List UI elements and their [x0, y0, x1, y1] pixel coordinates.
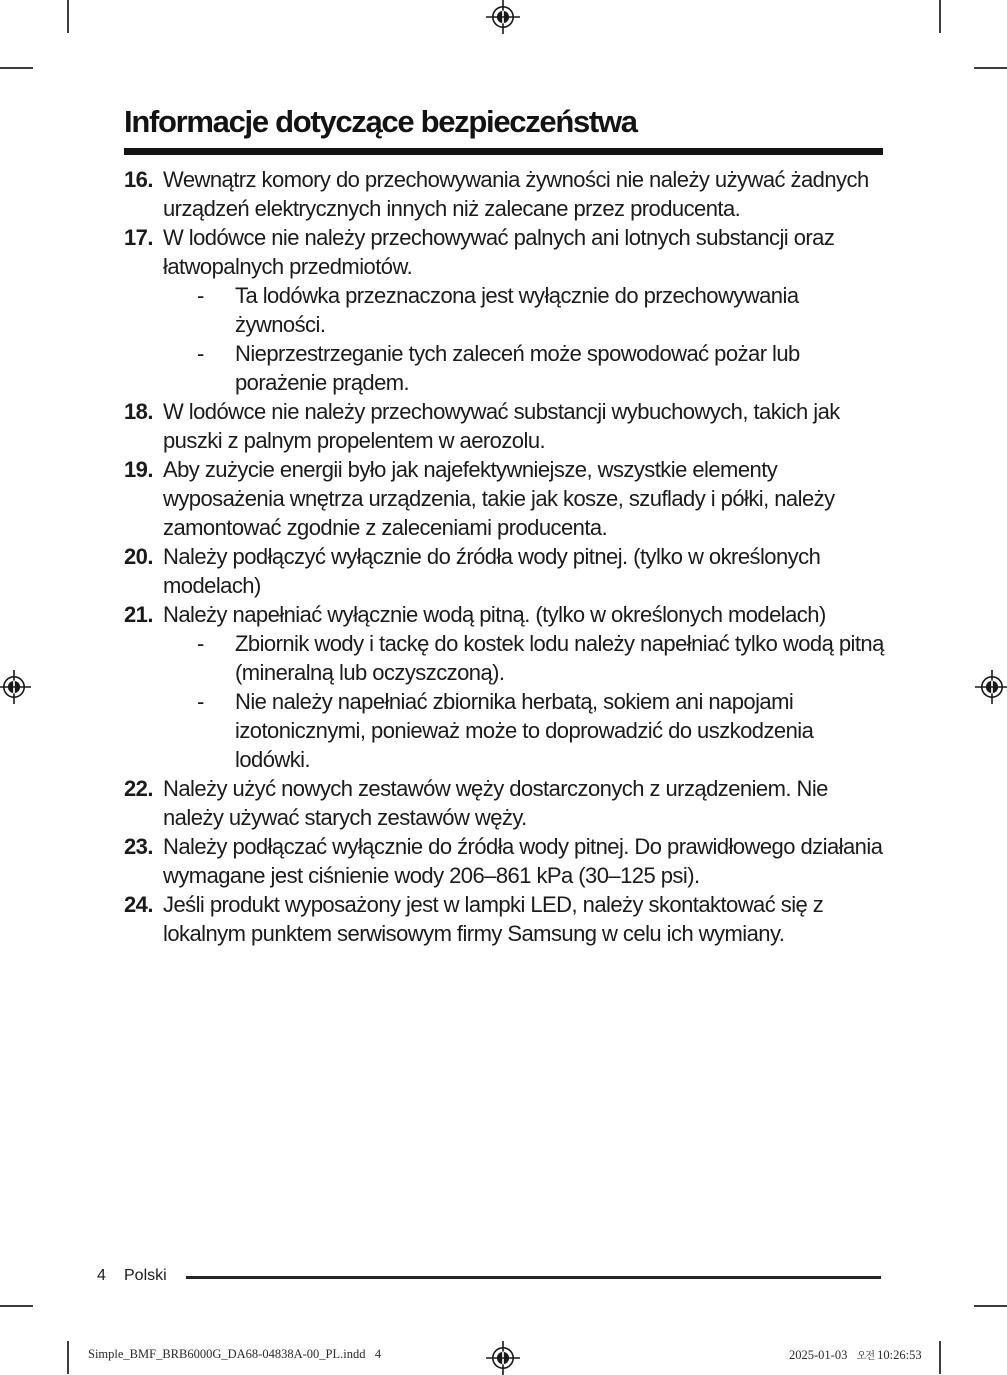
list-item-text: W lodówce nie należy przechowywać palnych ani lotnych substancji oraz łatwopalnych przedmiotów.	[163, 225, 835, 279]
list-item-text: Należy podłączyć wyłącznie do źródła wody pitnej. (tylko w określonych modelach)	[163, 544, 821, 598]
crop-mark-bottom-right-vertical	[939, 1341, 941, 1374]
registration-mark-right-icon	[975, 670, 1007, 704]
page-footer	[97, 1267, 167, 1285]
crop-mark-top-left-horizontal	[0, 67, 33, 69]
indesign-file-name	[88, 1347, 381, 1362]
list-item-text: Należy użyć nowych zestawów węży dostarczonych z urządzeniem. Nie należy używać starych zestawów węży.	[163, 776, 828, 830]
subitem-dash: -	[197, 689, 204, 714]
list-item-number: 18.	[124, 399, 153, 424]
list-item-text: W lodówce nie należy przechowywać substancji wybuchowych, takich jak puszki z palnym propelentem w aerozolu.	[163, 399, 840, 453]
page-number: 4	[97, 1267, 106, 1284]
subitem-dash: -	[197, 631, 204, 656]
subitem-dash: -	[197, 283, 204, 308]
list-item-text: Jeśli produkt wyposażony jest w lampki LED, należy skontaktować się z lokalnym punktem serwisowym firmy Samsung w celu ich wymiany.	[163, 892, 824, 946]
registration-mark-top-icon	[486, 0, 520, 34]
list-item-number: 20.	[124, 544, 153, 569]
list-item-24	[124, 890, 886, 948]
crop-mark-top-left-vertical	[67, 0, 69, 33]
print-meridiem: 오전	[856, 1351, 875, 1362]
list-subitem	[197, 687, 886, 774]
print-timestamp	[789, 1347, 922, 1363]
language-label: Polski	[124, 1267, 167, 1284]
print-time: 10:26:53	[877, 1348, 922, 1362]
list-item-18	[124, 397, 886, 455]
list-item-number: 23.	[124, 834, 153, 859]
list-item-text: Aby zużycie energii było jak najefektywniejsze, wszystkie elementy wyposażenia wnętrza urządzenia, takie jak kosze, szuflady i półki, należy zamontować zgodnie z zaleceniami producenta.	[163, 457, 835, 540]
list-item-number: 16.	[124, 167, 153, 192]
crop-mark-bottom-left-horizontal	[0, 1305, 33, 1307]
list-item-number: 19.	[124, 457, 153, 482]
list-item-number: 21.	[124, 602, 153, 627]
list-subitem	[197, 339, 886, 397]
subitem-text: Zbiornik wody i tackę do kostek lodu należy napełniać tylko wodą pitną (mineralną lub oczyszczoną).	[235, 631, 884, 685]
list-item-text: Należy podłączać wyłącznie do źródła wody pitnej. Do prawidłowego działania wymagane jest ciśnienie wody 206–861 kPa (30–125 psi).	[163, 834, 883, 888]
list-item-16	[124, 165, 886, 223]
page-content	[124, 102, 886, 948]
registration-mark-left-icon	[0, 670, 31, 704]
list-item-body	[163, 600, 886, 774]
list-item-number: 24.	[124, 892, 153, 917]
file-page-ref: 4	[374, 1347, 382, 1361]
file-name-text: Simple_BMF_BRB6000G_DA68-04838A-00_PL.indd	[88, 1347, 366, 1361]
list-item-20	[124, 542, 886, 600]
subitem-text: Nieprzestrzeganie tych zaleceń może spowodować pożar lub porażenie prądem.	[235, 341, 800, 395]
subitem-text: Nie należy napełniać zbiornika herbatą, sokiem ani napojami izotonicznymi, ponieważ może to doprowadzić do uszkodzenia lodówki.	[235, 689, 814, 772]
footer-rule	[186, 1276, 881, 1279]
list-item-22	[124, 774, 886, 832]
crop-mark-top-right-horizontal	[974, 67, 1007, 69]
crop-mark-top-right-vertical	[939, 0, 941, 33]
list-item-19	[124, 455, 886, 542]
list-subitem	[197, 629, 886, 687]
registration-mark-bottom-icon	[486, 1341, 520, 1375]
list-item-text: Wewnątrz komory do przechowywania żywności nie należy używać żadnych urządzeń elektrycznych innych niż zalecane przez producenta.	[163, 167, 869, 221]
subitem-dash: -	[197, 341, 204, 366]
page-title: Informacje dotyczące bezpieczeństwa	[124, 104, 637, 139]
list-item-number: 22.	[124, 776, 153, 801]
crop-mark-bottom-right-horizontal	[974, 1305, 1007, 1307]
list-subitem	[197, 281, 886, 339]
crop-mark-bottom-left-vertical	[67, 1341, 69, 1374]
print-date: 2025-01-03	[789, 1348, 848, 1362]
list-item-body	[163, 223, 886, 397]
list-item-number: 17.	[124, 225, 153, 250]
list-item-23	[124, 832, 886, 890]
safety-instruction-list	[124, 165, 886, 948]
title-rule	[124, 148, 883, 155]
list-item-17	[124, 223, 886, 397]
list-item-text: Należy napełniać wyłącznie wodą pitną. (tylko w określonych modelach)	[163, 602, 826, 627]
subitem-text: Ta lodówka przeznaczona jest wyłącznie do przechowywania żywności.	[235, 283, 799, 337]
list-item-21	[124, 600, 886, 774]
